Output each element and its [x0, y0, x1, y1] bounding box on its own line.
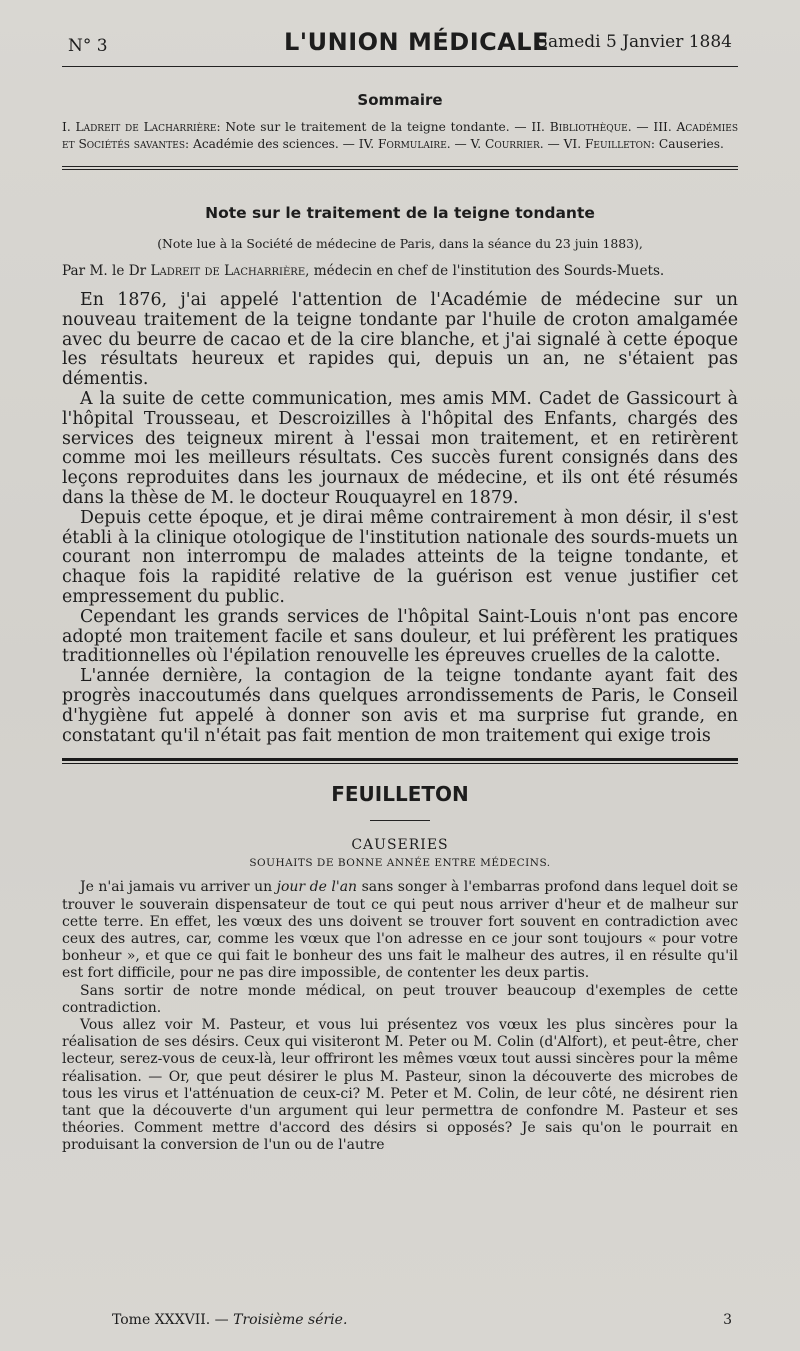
- item-sep: —: [636, 120, 649, 134]
- text-emphasis: jour de l'an: [276, 879, 358, 896]
- feuilleton-body: [62, 879, 738, 1154]
- article-paragraph: A la suite de cette communication, mes amis MM. Cadet de Gassicourt à l'hôpital Trousseau, et Descroizilles à l'hôpital des Enfants, chargés des services des teigneux mirent à l'essai mon traitement, et en retirèrent comme moi les meilleurs résultats. Ces succès furent consignés dans des leçons reproduites dans les journaux de médecine, et ils ont été résumés dans la thèse de M. le docteur Rouquayrel en 1879.: [62, 388, 738, 508]
- article-byline: [62, 263, 738, 279]
- item-text: : Note sur le traitement de la teigne tondante. —: [216, 120, 527, 134]
- item-sep: —: [547, 136, 560, 151]
- item-text: : Causeries.: [650, 136, 724, 151]
- article-body: [62, 291, 738, 746]
- item-section: Courrier.: [485, 136, 544, 151]
- item-section: Feuilleton: [584, 136, 651, 151]
- text-run: Je n'ai jamais vu arriver un: [80, 879, 273, 896]
- item-text: : Académie des sciences. —: [185, 136, 355, 151]
- feuilleton-section: CAUSERIES: [351, 837, 449, 854]
- feuilleton-paragraph: Vous allez voir M. Pasteur, et vous lui présentez vos vœux les plus sincères pour la réalisation de ses désirs. Ceux qui visiteront M. Peter ou M. Colin (d'Alfort), et peut-être, cher lecteur, serez-vous de ceux-là, leur offriront les mêmes vœux tout aussi sincères pour la même réalisation. — Or, que peut désirer le plus M. Pasteur, sinon la découverte des microbes de tous les virus et l'atténuation de ceux-ci? M. Peter et M. Colin, de leur côté, ne désirent rien tant que la découverte d'un argument qui leur permettra de confondre M. Pasteur et ses théories. Comment mettre d'accord des désirs si opposés? Je sais qu'on le pourrait en produisant la conversion de l'un ou de l'autre: [62, 1016, 738, 1154]
- item-section: Formulaire.: [377, 136, 451, 151]
- series-label: Troisième série.: [233, 1312, 348, 1328]
- article-paragraph: En 1876, j'ai appelé l'attention de l'Académie de médecine sur un nouveau traitement de la teigne tondante par l'huile de croton amalgamée avec du beurre de cacao et de la cire blanche, et j'ai signalé à cette époque les résultats heureux et rapides qui, depuis un an, ne s'étaient pas démentis.: [62, 290, 738, 390]
- page-number: 3: [723, 1312, 732, 1328]
- byline-prefix: Par M. le Dr: [62, 263, 147, 279]
- feuilleton-paragraph: [62, 879, 738, 982]
- feuilleton-subsection: SOUHAITS DE BONNE ANNÉE ENTRE MÉDECINS.: [249, 857, 551, 870]
- issue-date: Samedi 5 Janvier 1884: [536, 32, 732, 52]
- item-label: II.: [531, 120, 545, 134]
- volume-info: [112, 1312, 347, 1328]
- volume-label: Tome XXXVII. —: [112, 1312, 229, 1328]
- item-label: IV.: [358, 136, 375, 151]
- issue-number: N° 3: [68, 36, 108, 56]
- short-divider: [370, 820, 430, 821]
- item-label: VI.: [563, 136, 582, 151]
- feuilleton-paragraph: Sans sortir de notre monde médical, on peut trouver beaucoup d'exemples de cette contradiction.: [62, 982, 738, 1016]
- article-subtitle: (Note lue à la Société de médecine de Paris, dans la séance du 23 juin 1883),: [157, 236, 643, 251]
- sommaire-list: [62, 119, 738, 152]
- item-author: Ladreit de Lacharrière: [75, 120, 217, 134]
- item-sep: —: [454, 136, 467, 151]
- masthead: [62, 22, 738, 67]
- item-section: Académies et Sociétés savantes: [62, 120, 738, 151]
- item-label: V.: [470, 136, 482, 151]
- article-paragraph: L'année dernière, la contagion de la teigne tondante ayant fait des progrès inaccoutumés dans quelques arrondissements de Paris, le Conseil d'hygiène fut appelé à donner son avis et ma surprise fut grande, en constatant qu'il n'était pas fait mention de mon traitement qui exige trois: [62, 666, 738, 746]
- journal-title: L'UNION MÉDICALE: [284, 28, 549, 56]
- feuilleton-divider: [62, 758, 738, 764]
- item-label: I.: [62, 120, 71, 134]
- section-divider: [62, 166, 738, 170]
- item-section: Bibliothèque.: [549, 120, 632, 134]
- text-run: sans songer à l'embarras profond dans lequel doit se trouver le souverain dispensateur de tout ce qui peut nous arriver d'heur et de malheur sur cette terre. En effet, les vœux des uns doivent se trouver fort souvent en contradiction avec ceux des autres, car, comme les vœux que l'on adresse en ce jour sont toujours « pour votre bonheur », et que ce qui fait le bonheur des uns fait le malheur des autres, il en résulte qu'il est fort difficile, pour ne pas dire impossible, de contenter les deux partis.: [62, 879, 739, 982]
- item-label: III.: [653, 120, 672, 134]
- article-paragraph: Depuis cette époque, et je dirai même contrairement à mon désir, il s'est établi à la clinique otologique de l'institution nationale des sourds-muets un courant non interrompu de malades atteints de la teigne tondante, et chaque fois la rapidité relative de la guérison est venue justifier cet empressement du public.: [62, 507, 738, 607]
- byline-author: Ladreit de Lacharrière: [150, 263, 306, 279]
- article-title: Note sur le traitement de la teigne tondante: [205, 204, 595, 222]
- sommaire-title: Sommaire: [357, 91, 443, 109]
- feuilleton-title: FEUILLETON: [331, 782, 469, 807]
- article-paragraph: Cependant les grands services de l'hôpital Saint-Louis n'ont pas encore adopté mon traitement facile et sans douleur, et lui préfèrent les pratiques traditionnelles où l'épilation renouvelle les épreuves cruelles de la calotte.: [62, 606, 738, 667]
- byline-suffix: , médecin en chef de l'institution des Sourds-Muets.: [305, 263, 665, 279]
